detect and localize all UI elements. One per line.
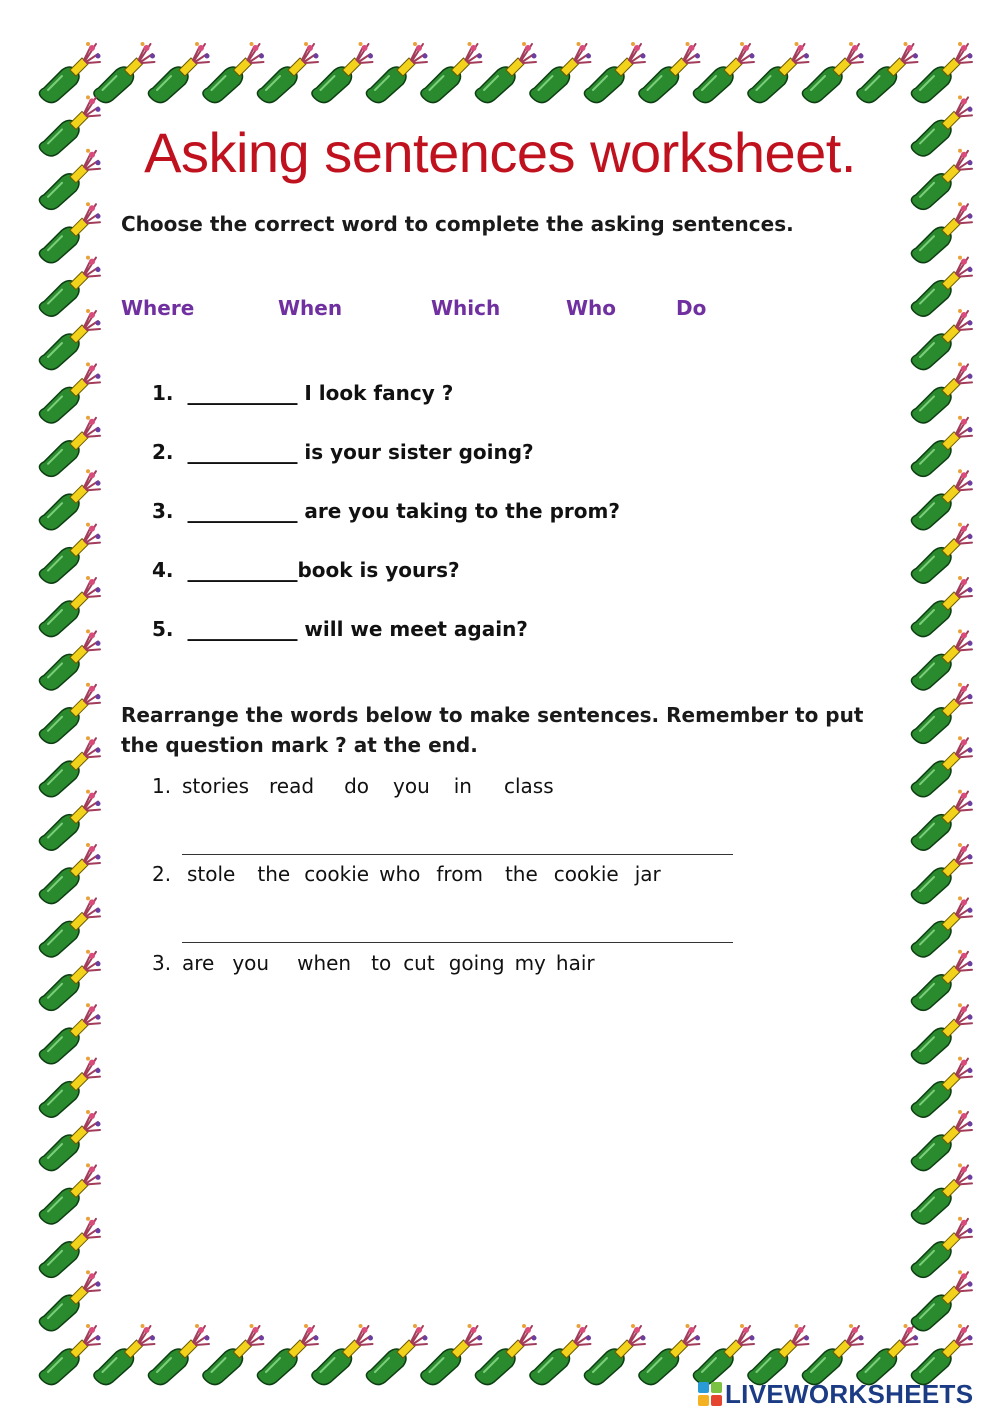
bottle-icon: [39, 1324, 100, 1385]
word: read: [269, 774, 315, 798]
bottle-icon: [312, 42, 373, 103]
bottle-icon: [911, 683, 972, 744]
item-number: 1.: [152, 774, 172, 798]
bottle-icon: [911, 362, 972, 423]
bottle-icon: [857, 1324, 918, 1385]
bottle-icon: [911, 1324, 972, 1385]
bottle-icon: [639, 1324, 700, 1385]
bottle-icon: [39, 469, 100, 530]
bottle-icon: [748, 42, 809, 103]
word-bank-when[interactable]: When: [278, 296, 343, 320]
bottle-icon: [639, 42, 700, 103]
bottle-icon: [802, 42, 863, 103]
bottle-icon: [911, 309, 972, 370]
question-4[interactable]: 4. ___________book is yours?: [152, 558, 460, 582]
word: when: [297, 951, 352, 975]
bottle-icon: [39, 1110, 100, 1171]
word: who: [379, 862, 421, 886]
bottle-icon: [203, 42, 264, 103]
bottle-icon: [530, 42, 591, 103]
bottle-icon: [39, 950, 100, 1011]
bottle-icon: [39, 683, 100, 744]
word: jar: [634, 862, 661, 886]
bottle-icon: [366, 42, 427, 103]
question-2[interactable]: 2. ___________ is your sister going?: [152, 440, 534, 464]
bottle-icon: [802, 1324, 863, 1385]
word: from: [436, 862, 483, 886]
bottle-icon: [911, 1217, 972, 1278]
bottle-icon: [693, 1324, 754, 1385]
bottle-icon: [39, 576, 100, 637]
bottle-icon: [911, 416, 972, 477]
bottle-icon: [39, 629, 100, 690]
bottle-icon: [475, 1324, 536, 1385]
bottle-icon: [39, 416, 100, 477]
bottle-icon: [911, 576, 972, 637]
bottle-icon: [39, 523, 100, 584]
bottle-icon: [94, 1324, 155, 1385]
bottle-icon: [257, 42, 318, 103]
word: going: [448, 951, 505, 975]
brand-name: LIVEWORKSHEETS: [725, 1378, 974, 1409]
bottle-icon: [911, 202, 972, 263]
section1-instruction: Choose the correct word to complete the asking sentences.: [121, 212, 794, 236]
word: cookie: [553, 862, 619, 886]
bottle-icon: [530, 1324, 591, 1385]
item-number: 2.: [152, 862, 172, 886]
worksheet-title: Asking sentences worksheet.: [144, 121, 856, 184]
bottle-icon: [911, 736, 972, 797]
word: my: [514, 951, 546, 975]
word: cookie: [304, 862, 370, 886]
word: stole: [187, 862, 236, 886]
bottle-icon: [857, 42, 918, 103]
bottle-icon: [39, 256, 100, 317]
bottle-icon: [911, 1110, 972, 1171]
liveworksheets-logo-icon: [697, 1381, 723, 1407]
word: the: [504, 862, 538, 886]
bottle-icon: [911, 790, 972, 851]
word-bank-where[interactable]: Where: [121, 296, 195, 320]
bottle-icon: [911, 896, 972, 957]
word: in: [453, 774, 472, 798]
word: you: [232, 951, 270, 975]
word-bank-which[interactable]: Which: [431, 296, 501, 320]
word: hair: [555, 951, 595, 975]
bottle-icon: [203, 1324, 264, 1385]
bottle-icon: [39, 790, 100, 851]
question-3[interactable]: 3. ___________ are you taking to the prom?: [152, 499, 620, 523]
word: to: [371, 951, 392, 975]
bottle-icon: [584, 42, 645, 103]
section2-instruction: Rearrange the words below to make sentences. Remember to put the question mark ? at the end.: [121, 703, 864, 757]
item-number: 3.: [152, 951, 172, 975]
bottle-icon: [911, 843, 972, 904]
word: you: [393, 774, 430, 798]
bottle-icon: [39, 309, 100, 370]
bottle-icon: [911, 42, 972, 103]
bottle-icon: [94, 42, 155, 103]
bottle-icon: [39, 362, 100, 423]
answer-line-1[interactable]: [182, 854, 733, 855]
rearrange-item-1: [152, 774, 554, 798]
rearrange-item-2: [152, 862, 661, 886]
word: stories: [182, 774, 250, 798]
bottle-icon: [39, 1163, 100, 1224]
bottle-icon: [39, 202, 100, 263]
bottle-icon: [39, 1217, 100, 1278]
bottle-icon: [421, 42, 482, 103]
bottle-icon: [911, 523, 972, 584]
bottle-icon: [911, 1270, 972, 1331]
rearrange-item-3: [152, 951, 595, 975]
bottle-icon: [911, 1057, 972, 1118]
word-bank-who[interactable]: Who: [566, 296, 617, 320]
bottle-icon: [366, 1324, 427, 1385]
bottle-icon: [39, 1003, 100, 1064]
bottle-icon: [39, 1270, 100, 1331]
bottle-icon: [39, 843, 100, 904]
word: are: [182, 951, 215, 975]
bottle-icon: [312, 1324, 373, 1385]
bottle-icon: [911, 1003, 972, 1064]
answer-line-2[interactable]: [182, 942, 733, 943]
bottle-icon: [475, 42, 536, 103]
bottle-icon: [421, 1324, 482, 1385]
liveworksheets-brand[interactable]: [697, 1377, 973, 1411]
question-5[interactable]: 5. ___________ will we meet again?: [152, 617, 528, 641]
bottle-icon: [748, 1324, 809, 1385]
bottle-icon: [148, 1324, 209, 1385]
bottle-icon: [911, 256, 972, 317]
question-1[interactable]: 1. ___________ I look fancy ?: [152, 381, 454, 405]
word: cut: [403, 951, 435, 975]
bottle-icon: [584, 1324, 645, 1385]
bottle-icon: [911, 469, 972, 530]
bottle-icon: [257, 1324, 318, 1385]
bottle-icon: [39, 736, 100, 797]
bottle-icon: [911, 1163, 972, 1224]
bottle-icon: [148, 42, 209, 103]
word-bank-do[interactable]: Do: [676, 296, 707, 320]
word: class: [503, 774, 554, 798]
bottle-icon: [911, 629, 972, 690]
bottle-icon: [39, 42, 100, 103]
word: do: [344, 774, 369, 798]
bottle-icon: [693, 42, 754, 103]
word: the: [257, 862, 291, 886]
bottle-icon: [911, 950, 972, 1011]
bottle-icon: [39, 1057, 100, 1118]
bottle-icon: [39, 896, 100, 957]
